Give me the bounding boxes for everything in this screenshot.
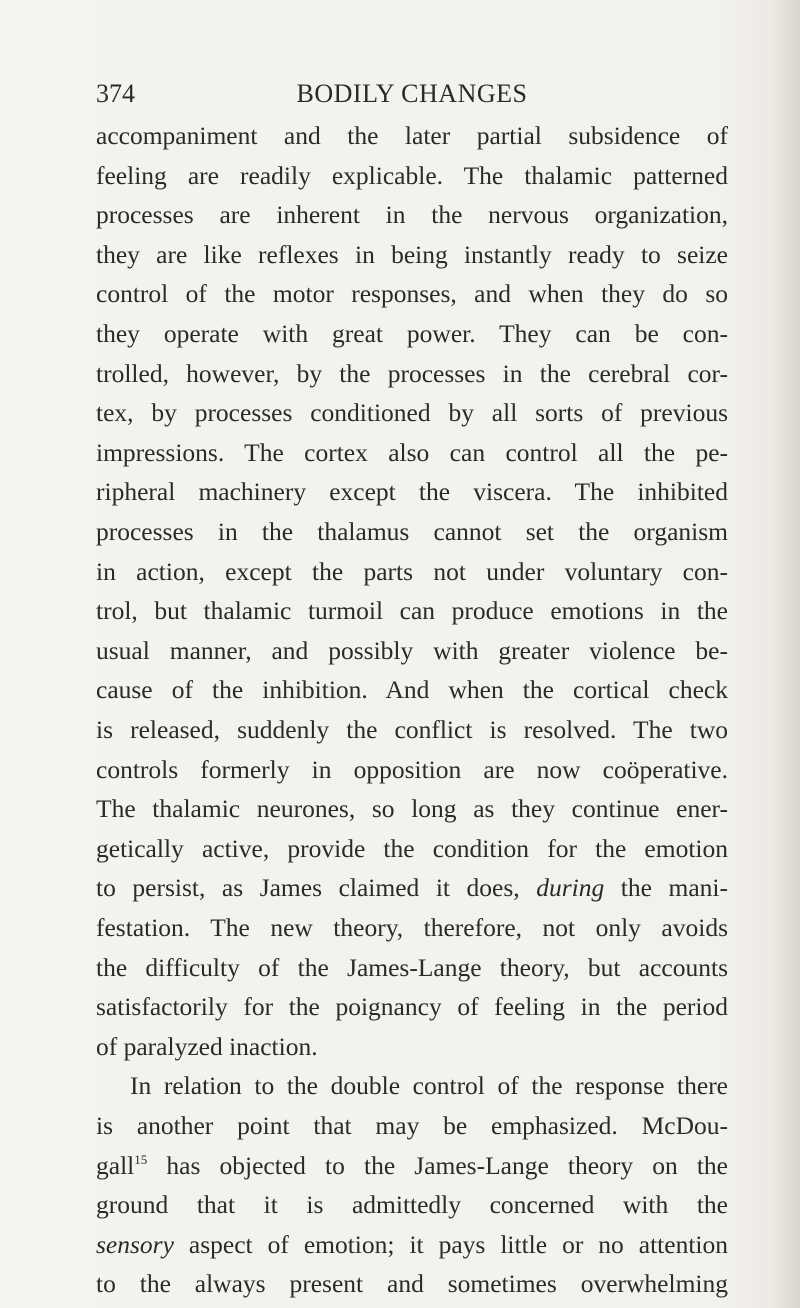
text-line: trol, but thalamic turmoil can produce emotions in the [96, 596, 728, 626]
running-title: BODILY CHANGES [296, 79, 528, 108]
text-line: processes are inherent in the nervous organization, [96, 200, 728, 230]
page-number: 374 [96, 79, 135, 108]
page-edge-shadow [772, 0, 800, 1308]
text-line: getically active, provide the condition for the emotion [96, 833, 728, 863]
text-line: ripheral machinery except the viscera. The inhibited [96, 477, 728, 507]
text-line: is released, suddenly the conflict is resolved. The two [96, 715, 728, 744]
text-line: control of the motor responses, and when they do so [96, 279, 728, 309]
text-line: in action, except the parts not under voluntary con- [96, 556, 728, 586]
text-line: sensory aspect of emotion; it pays little or no attention [96, 1229, 728, 1259]
text-line: festation. The new theory, therefore, not only avoids [96, 913, 728, 942]
text-line: processes in the thalamus cannot set the organism [96, 517, 728, 546]
text-line: cause of the inhibition. And when the cortical check [96, 675, 728, 705]
page-header [96, 74, 728, 114]
text-line: the difficulty of the James-Lange theory, but accounts [96, 952, 728, 982]
text-line: to persist, as James claimed it does, during the mani- [96, 873, 728, 903]
text-line: satisfactorily for the poignancy of feeling in the period [96, 992, 728, 1022]
text-line: usual manner, and possibly with greater violence be- [96, 635, 728, 665]
text-line: The thalamic neurones, so long as they continue ener- [96, 794, 728, 824]
text-line: controls formerly in opposition are now coöperative. [96, 754, 728, 784]
text-line: is another point that may be emphasized. McDou- [96, 1111, 728, 1140]
text-line: of paralyzed inaction. [96, 1031, 318, 1061]
text-line-overflow: to the always present and sometimes overwhelming [96, 1269, 728, 1299]
emphasis-during: during [536, 873, 605, 903]
text-line: feeling are readily explicable. The thalamic patterned [96, 160, 728, 190]
text-line: gall$^{15}$ has objected to the James-Lange theory on the [96, 1150, 728, 1180]
text-line: they are like reflexes in being instantly ready to seize [96, 239, 728, 269]
text-line: accompaniment and the later partial subsidence of [96, 121, 728, 150]
text-line: tex, by processes conditioned by all sorts of previous [96, 398, 728, 428]
text-line: ground that it is admittedly concerned with the [96, 1190, 728, 1220]
text-line: they operate with great power. They can be con- [96, 319, 728, 348]
emphasis-sensory: sensory [96, 1229, 174, 1259]
footnote-reference[interactable]: 15 [134, 1151, 148, 1167]
text-line: impressions. The cortex also can control all the pe- [96, 437, 728, 467]
paragraph-start-line: In relation to the double control of the response there [130, 1071, 728, 1101]
text-line: trolled, however, by the processes in the cerebral cor- [96, 358, 728, 388]
